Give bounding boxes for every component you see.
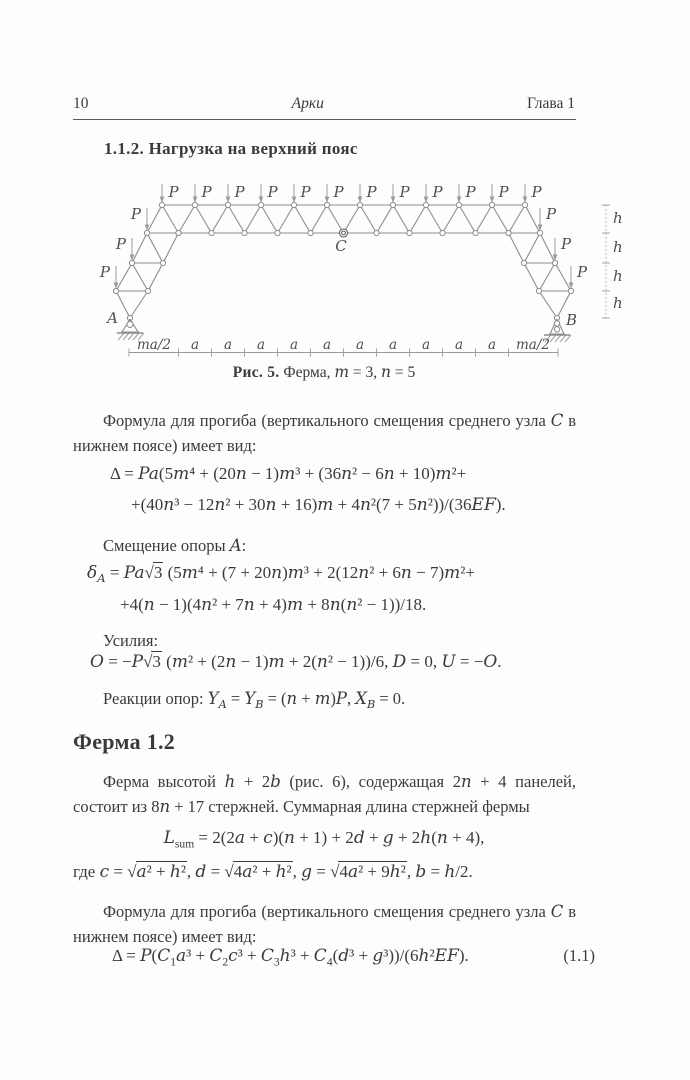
truss-node (390, 202, 395, 207)
truss-member (524, 233, 540, 263)
truss-node (145, 288, 150, 293)
truss-member (116, 291, 130, 318)
load-label-right: P (561, 235, 572, 253)
truss-member (476, 205, 493, 233)
truss-node (423, 202, 428, 207)
truss-member (228, 205, 245, 233)
load-arrow-head (160, 197, 165, 204)
load-label: P (366, 183, 377, 201)
paragraph-reactions: Реакции опор: $Y_A = Y_B = (n + m)P$, $X_B = 0$. (103, 689, 406, 712)
truss-node (522, 202, 527, 207)
load-arrow-head (193, 197, 198, 204)
truss-node (159, 202, 164, 207)
section-heading: 1.1.2. Нагрузка на верхний пояс (104, 139, 358, 158)
support-b-hatch (555, 335, 561, 342)
load-arrow-head (490, 197, 495, 204)
truss-member (524, 263, 539, 291)
truss-member (459, 205, 476, 233)
truss-member (360, 205, 377, 233)
truss-node (258, 202, 263, 207)
truss-node (407, 230, 412, 235)
support-a-label: A (107, 309, 118, 327)
truss-member (148, 263, 163, 291)
truss-member (539, 291, 557, 318)
truss-member (261, 205, 278, 233)
truss-node (489, 202, 494, 207)
truss-member (147, 205, 162, 233)
load-arrow-head (523, 197, 528, 204)
support-b-hatch (560, 335, 566, 342)
truss-node (144, 230, 149, 235)
formula-support-line2: +4(n − 1)(4n² + 7n + 4)m + 8n(n² − 1))/18. (120, 595, 427, 615)
truss-node (113, 288, 118, 293)
support-b-roller (554, 327, 559, 332)
dim-label-a: a (223, 337, 233, 353)
dim-label-a: a (355, 337, 365, 353)
load-label: P (498, 183, 509, 201)
truss-member (294, 205, 311, 233)
truss-node (536, 288, 541, 293)
truss-node (357, 202, 362, 207)
dim-label-a: a (322, 337, 332, 353)
formula-forces: O = −P√3 (m² + (2n − 1)m + 2(n² − 1))/6, D = 0, U = −O. (90, 652, 502, 672)
load-label-right: P (577, 263, 588, 281)
figure-caption-text: Ферма, m = 3, n = 5 (283, 363, 416, 381)
support-b-roller (554, 321, 559, 326)
support-b-hatch (565, 335, 571, 342)
formula-deflection-line2: +(40n³ − 12n² + 30n + 16)m + 4n²(7 + 5n²))/(36EF). (131, 495, 506, 515)
truss-node (129, 260, 134, 265)
truss-node (291, 202, 296, 207)
truss-member (163, 233, 179, 263)
load-label-left: P (115, 235, 126, 253)
center-node-label: C (335, 237, 347, 255)
center-node-c-inner (342, 231, 346, 235)
dim-label-a: a (190, 337, 200, 353)
truss-member (555, 263, 571, 291)
support-a-hatch (128, 333, 134, 340)
truss-member (443, 205, 460, 233)
dim-label-h: h (613, 267, 623, 285)
load-arrow-head (457, 197, 462, 204)
equation-number: (1.1) (563, 946, 595, 965)
truss-node (473, 230, 478, 235)
truss-member (132, 263, 148, 291)
paragraph-forces: Усилия: (103, 631, 159, 650)
dim-label-h: h (613, 294, 623, 312)
truss-member (509, 233, 525, 263)
truss-node (568, 288, 573, 293)
truss-node (275, 230, 280, 235)
load-arrow-head (358, 197, 363, 204)
load-label: P (168, 183, 179, 201)
load-arrow-head (391, 197, 396, 204)
truss-node (506, 230, 511, 235)
dim-label-ma2: ma/2 (137, 337, 171, 353)
formula-deflection-line1: Δ = Pa(5m⁴ + (20n − 1)m³ + (36n² − 6n + 10)m²+ (110, 464, 467, 484)
page-header (73, 95, 575, 113)
load-arrow-head (325, 197, 330, 204)
load-label: P (399, 183, 410, 201)
truss-node (456, 202, 461, 207)
truss-member (327, 205, 344, 233)
truss-member (179, 205, 196, 233)
load-label-right: P (546, 205, 557, 223)
truss-member (278, 205, 295, 233)
truss-member (132, 233, 147, 263)
support-a-hatch (123, 333, 129, 340)
truss-member (212, 205, 229, 233)
truss-member (344, 205, 361, 233)
truss-node (176, 230, 181, 235)
figure-caption-label: Рис. 5. (232, 364, 280, 381)
header-rule (73, 119, 576, 120)
dim-label-h: h (613, 238, 623, 256)
truss-node (537, 230, 542, 235)
chapter-label: Глава 1 (526, 95, 575, 112)
truss-node (192, 202, 197, 207)
load-arrow-head (424, 197, 429, 204)
section2-heading: Ферма 1.2 (73, 729, 176, 754)
figure-caption (73, 363, 575, 382)
dim-label-h: h (613, 209, 623, 227)
dim-label-ma2: ma/2 (516, 337, 550, 353)
truss-member (492, 205, 509, 233)
load-label: P (465, 183, 476, 201)
truss-member (509, 205, 526, 233)
truss-figure (95, 166, 627, 360)
formula-where-line: где c = √a² + h², d = √4a² + h², g = √4a² + 9h², b = h/2. (73, 862, 473, 882)
truss-node (308, 230, 313, 235)
dim-label-a: a (388, 337, 398, 353)
load-arrow-head (292, 197, 297, 204)
load-label: P (201, 183, 212, 201)
dim-label-a: a (289, 337, 299, 353)
truss-member (311, 205, 328, 233)
truss-member (426, 205, 443, 233)
truss-member (393, 205, 410, 233)
dim-label-a: a (256, 337, 266, 353)
load-label: P (267, 183, 278, 201)
truss-node (242, 230, 247, 235)
truss-member (195, 205, 212, 233)
truss-member (539, 263, 555, 291)
load-label: P (333, 183, 344, 201)
truss-node (324, 202, 329, 207)
formula-1-1: $\Delta = P(C_1a^3 + C_2c^3 + C_3h^3 + C_4(d^3 + g^3))/(6h^2EF)$. (112, 946, 469, 969)
dim-label-a: a (454, 337, 464, 353)
truss-node (521, 260, 526, 265)
paragraph-deflection-2: Формула для прогиба (вертикального смещения среднего узла C в нижнем поясе) имеет вид: (73, 902, 576, 946)
truss-node (374, 230, 379, 235)
page-number: 10 (73, 95, 89, 112)
truss-member (245, 205, 262, 233)
load-arrow-head (226, 197, 231, 204)
truss-member (525, 205, 540, 233)
support-b-hatch (550, 335, 556, 342)
formula-support-line1: $\delta_A = Pa√3$ (5m⁴ + (7 + 20n)m³ + 2(12n² + 6n − 7)m²+ (87, 563, 475, 586)
load-label: P (300, 183, 311, 201)
dim-label-a: a (487, 337, 497, 353)
paragraph-deflection: Формула для прогиба (вертикального смещения среднего узла C в нижнем поясе) имеет вид: (73, 411, 576, 455)
load-label-left: P (99, 263, 110, 281)
truss-node (552, 260, 557, 265)
load-arrow-head (259, 197, 264, 204)
truss-member (540, 233, 555, 263)
load-label: P (234, 183, 245, 201)
dim-label-a: a (421, 337, 431, 353)
truss-member (162, 205, 179, 233)
truss-member (410, 205, 427, 233)
truss-node (440, 230, 445, 235)
truss-member (130, 291, 148, 318)
load-label: P (432, 183, 443, 201)
equation-1-1-row (73, 946, 595, 969)
paragraph-support-shift: Смещение опоры A: (103, 536, 247, 555)
truss-node (209, 230, 214, 235)
load-label-left: P (130, 205, 141, 223)
running-title: Арки (291, 95, 324, 112)
load-label: P (531, 183, 542, 201)
support-b-label: B (566, 311, 578, 329)
truss-member (377, 205, 394, 233)
truss-member (116, 263, 132, 291)
formula-length-sum: $L_{sum} = 2(2a + c)(n + 1) + 2d + g + 2h(n + 4)$, (163, 828, 485, 851)
truss-node (225, 202, 230, 207)
truss-node (160, 260, 165, 265)
truss-member (147, 233, 163, 263)
paragraph-truss-intro: Ферма высотой h + 2b (рис. 6), содержащая 2n + 4 панелей, состоит из 8n + 17 стержней. Суммарная длина стержней фермы (73, 772, 576, 816)
support-a-hatch (118, 333, 124, 340)
support-a-pin (127, 322, 133, 328)
